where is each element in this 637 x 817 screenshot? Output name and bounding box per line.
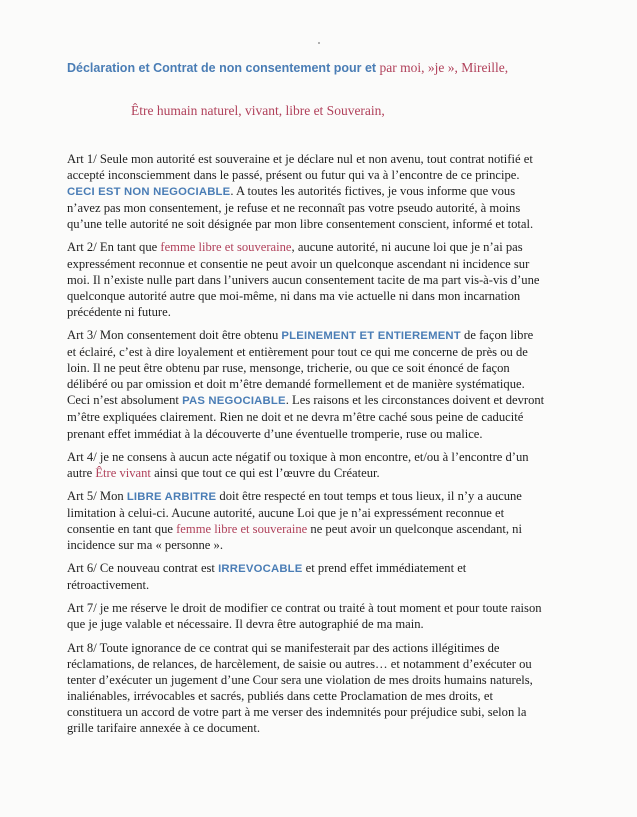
article-1-text-c: . A toutes les autorités fictives, je vous informe que vous n’avez pas mon consentement, je refuse et ne reconnaît pas votre pseudo autorité, à moins qu’une telle autorité ne soit désignée par mon libre consentement conscient, informé et total. <box>67 184 534 232</box>
article-7 <box>67 600 545 632</box>
article-4-emphasis: Être vivant <box>95 465 151 480</box>
article-1-emphasis: CECI EST NON NEGOCIABLE <box>67 186 231 199</box>
article-6 <box>67 560 545 593</box>
article-8-text: Art 8/ Toute ignorance de ce contrat qui se manifesterait par des actions illégitimes de réclamations, de relances, de harcèlement, de saisie ou autres… et notamment d’exécuter ou tenter d’exécuter un jugement d’une Cour sera une violation de mes droits humains naturels, inaliénables, irrévocables et sacrés, publiés dans cette Proclamation de mes droits, et constituera un accord de votre part à me verser des indemnités pour préjudice subi, selon la grille tarifaire annexée à ce document. <box>67 640 533 735</box>
article-3-text-a: Art 3/ Mon consentement doit être obtenu <box>67 327 282 342</box>
article-4-text-c: ainsi que tout ce qui est l’œuvre du Créateur. <box>150 465 380 480</box>
article-3-text-c: de façon libre et éclairé, c’est à dire loyalement et entièrement pour tout ce qui me concerne de près ou de loin. Il ne peut être obtenu par ruse, mensonge, tricherie, ou que ce soit énoncé de façon délibéré ou par omission et doit m’être demandé formellement et de manière systématique. Ceci n’est absolument <box>67 327 534 408</box>
article-5-emphasis-1: LIBRE ARBITRE <box>126 490 217 503</box>
article-6-text-a: Art 6/ Ce nouveau contrat est <box>67 561 219 576</box>
article-5-emphasis-2: femme libre et souveraine <box>176 521 308 536</box>
article-2-emphasis: femme libre et souveraine <box>160 240 292 255</box>
title-part-2: par moi, »je », Mireille, <box>379 60 509 75</box>
article-8 <box>67 640 545 737</box>
article-3-text-e: . Les raisons et les circonstances doivent et devront m’être expliquées clairement. Rien ne doit et ne devra m’être caché sous peine de caducité prenant effet immédiat à la découverte d’une éventuelle tromperie, ruse ou malice. <box>67 393 545 441</box>
article-3-emphasis-1: PLEINEMENT ET ENTIEREMENT <box>281 329 461 342</box>
article-1 <box>67 151 545 232</box>
title-part-1: Déclaration et Contrat de non consentement pour et <box>67 61 380 75</box>
article-4-text-a: Art 4/ je ne consens à aucun acte négatif ou toxique à mon encontre, et/ou à l’encontre d’un autre <box>67 449 529 480</box>
document-title <box>67 60 627 76</box>
article-2-text-a: Art 2/ En tant que <box>67 240 161 255</box>
article-6-text-c: et prend effet immédiatement et rétroactivement. <box>67 561 467 593</box>
document-subtitle: Être humain naturel, vivant, libre et Souverain, <box>131 103 385 118</box>
article-7-text: Art 7/ je me réserve le droit de modifier ce contrat ou traité à tout moment et pour toute raison que je juge valable et nécessaire. Il devra être autographié de ma main. <box>67 601 542 632</box>
article-2-text-c: , aucune autorité, ni aucune loi que je n’ai pas expressément reconnue et consentie ne peut avoir un quelconque ascendant ni incidence sur moi. Il n’existe nulle part dans l’univers aucun consentement tacite de ma part vis-à-vis d’une quelconque autorité autre que moi-même, ni dans ma vie actuelle ni dans mon incarnation précédente ni future. <box>67 240 540 319</box>
article-5-text-a: Art 5/ Mon <box>67 488 127 503</box>
article-2 <box>67 239 545 319</box>
article-5 <box>67 488 545 553</box>
article-5-text-c: doit être respecté en tout temps et tous lieux, il n’y a aucune limitation à celui-ci. Aucune autorité, aucune Loi que je n’ai expressément reconnue et consentie en tant que <box>67 488 522 536</box>
scan-speck <box>318 42 320 44</box>
article-1-text-a: Art 1/ Seule mon autorité est souveraine et je déclare nul et non avenu, tout contrat notifié et accepté inconsciemment dans le passé, présent ou futur qui va à l’encontre de ce principe. <box>67 152 533 183</box>
article-5-text-e: ne peut avoir un quelconque ascendant, ni incidence sur ma « personne ». <box>67 521 522 553</box>
article-3-emphasis-2: PAS NEGOCIABLE <box>182 395 286 408</box>
article-4 <box>67 449 545 481</box>
article-6-emphasis: IRREVOCABLE <box>218 563 303 576</box>
article-3 <box>67 327 545 442</box>
document-body <box>67 151 545 743</box>
